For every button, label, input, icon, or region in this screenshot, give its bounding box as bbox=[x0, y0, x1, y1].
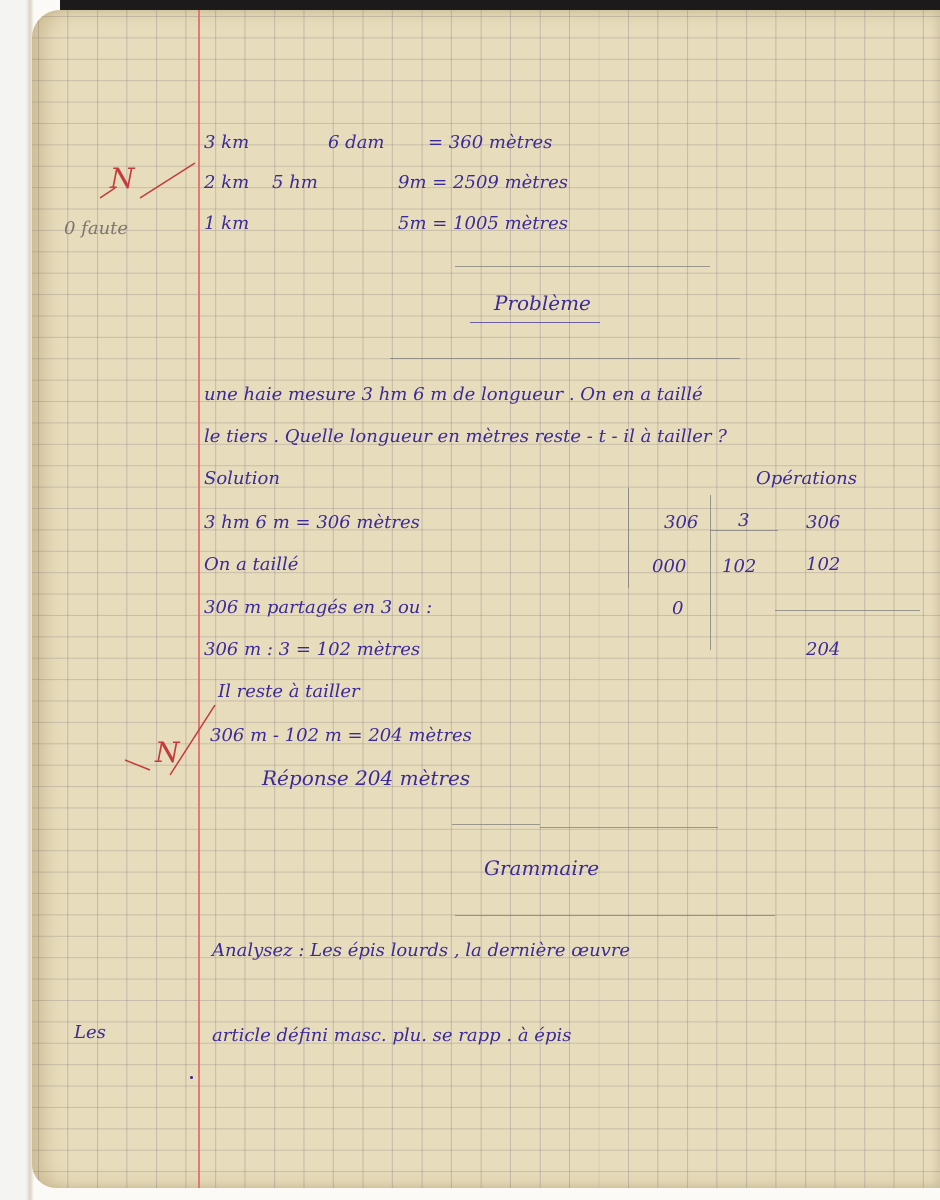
margin-word: Les bbox=[74, 1022, 106, 1043]
conversion-1-right: = 360 mètres bbox=[428, 132, 553, 153]
separator-line-3 bbox=[452, 824, 540, 825]
solution-line-2: On a taillé bbox=[204, 554, 299, 575]
problem-title: Problème bbox=[494, 291, 591, 315]
grammar-title: Grammaire bbox=[484, 856, 600, 880]
red-check-stroke-2 bbox=[120, 700, 220, 780]
answer: Réponse 204 mètres bbox=[262, 766, 471, 790]
subtraction-line bbox=[775, 610, 920, 611]
red-check-stroke bbox=[95, 158, 205, 208]
division-divisor: 3 bbox=[738, 510, 750, 531]
title-underline bbox=[470, 322, 600, 323]
subtraction-result: 204 bbox=[806, 639, 841, 660]
conversion-3-right: 5m = 1005 mètres bbox=[398, 213, 569, 234]
division-remainder-1: 000 bbox=[652, 556, 687, 577]
conversion-2-right: 9m = 2509 mètres bbox=[398, 172, 569, 193]
grammar-line-2: article défini masc. plu. se rapp . à épis bbox=[212, 1025, 572, 1046]
problem-line-1: une haie mesure 3 hm 6 m de longueur . On en a taillé bbox=[204, 384, 703, 405]
teacher-check-mark: N bbox=[110, 162, 135, 195]
operations-divider bbox=[628, 488, 629, 588]
division-quotient: 102 bbox=[722, 556, 757, 577]
subtraction-top: 306 bbox=[806, 512, 841, 533]
conversion-3-left: 1 km bbox=[204, 213, 250, 234]
separator-line bbox=[455, 266, 710, 267]
solution-line-4: 306 m : 3 = 102 mètres bbox=[204, 639, 421, 660]
conversion-2-left: 2 km bbox=[204, 172, 250, 193]
solution-line-5: Il reste à tailler bbox=[218, 681, 360, 702]
conversion-1-mid: 6 dam bbox=[328, 132, 385, 153]
solution-label: Solution bbox=[204, 468, 280, 489]
solution-line-6: 306 m - 102 m = 204 mètres bbox=[210, 725, 472, 746]
operations-label: Opérations bbox=[756, 468, 857, 489]
division-dividend: 306 bbox=[664, 512, 699, 533]
division-bracket-vertical bbox=[710, 495, 711, 650]
subtraction-bottom: 102 bbox=[806, 554, 841, 575]
separator-line-4 bbox=[540, 827, 718, 828]
solution-line-1: 3 hm 6 m = 306 mètres bbox=[204, 512, 420, 533]
conversion-1-left: 3 km bbox=[204, 132, 250, 153]
teacher-check-mark-2: N bbox=[155, 736, 180, 769]
separator-line-5 bbox=[455, 915, 775, 916]
separator-line-2 bbox=[390, 358, 740, 359]
solution-line-3: 306 m partagés en 3 ou : bbox=[204, 597, 433, 618]
division-remainder-2: 0 bbox=[672, 598, 684, 619]
faults-note: 0 faute bbox=[64, 218, 129, 239]
problem-line-2: le tiers . Quelle longueur en mètres reste - t - il à tailler ? bbox=[204, 426, 727, 447]
grammar-line-1: Analysez : Les épis lourds , la dernière œuvre bbox=[212, 940, 631, 961]
conversion-2-mid: 5 hm bbox=[272, 172, 318, 193]
ink-dot bbox=[190, 1076, 193, 1079]
